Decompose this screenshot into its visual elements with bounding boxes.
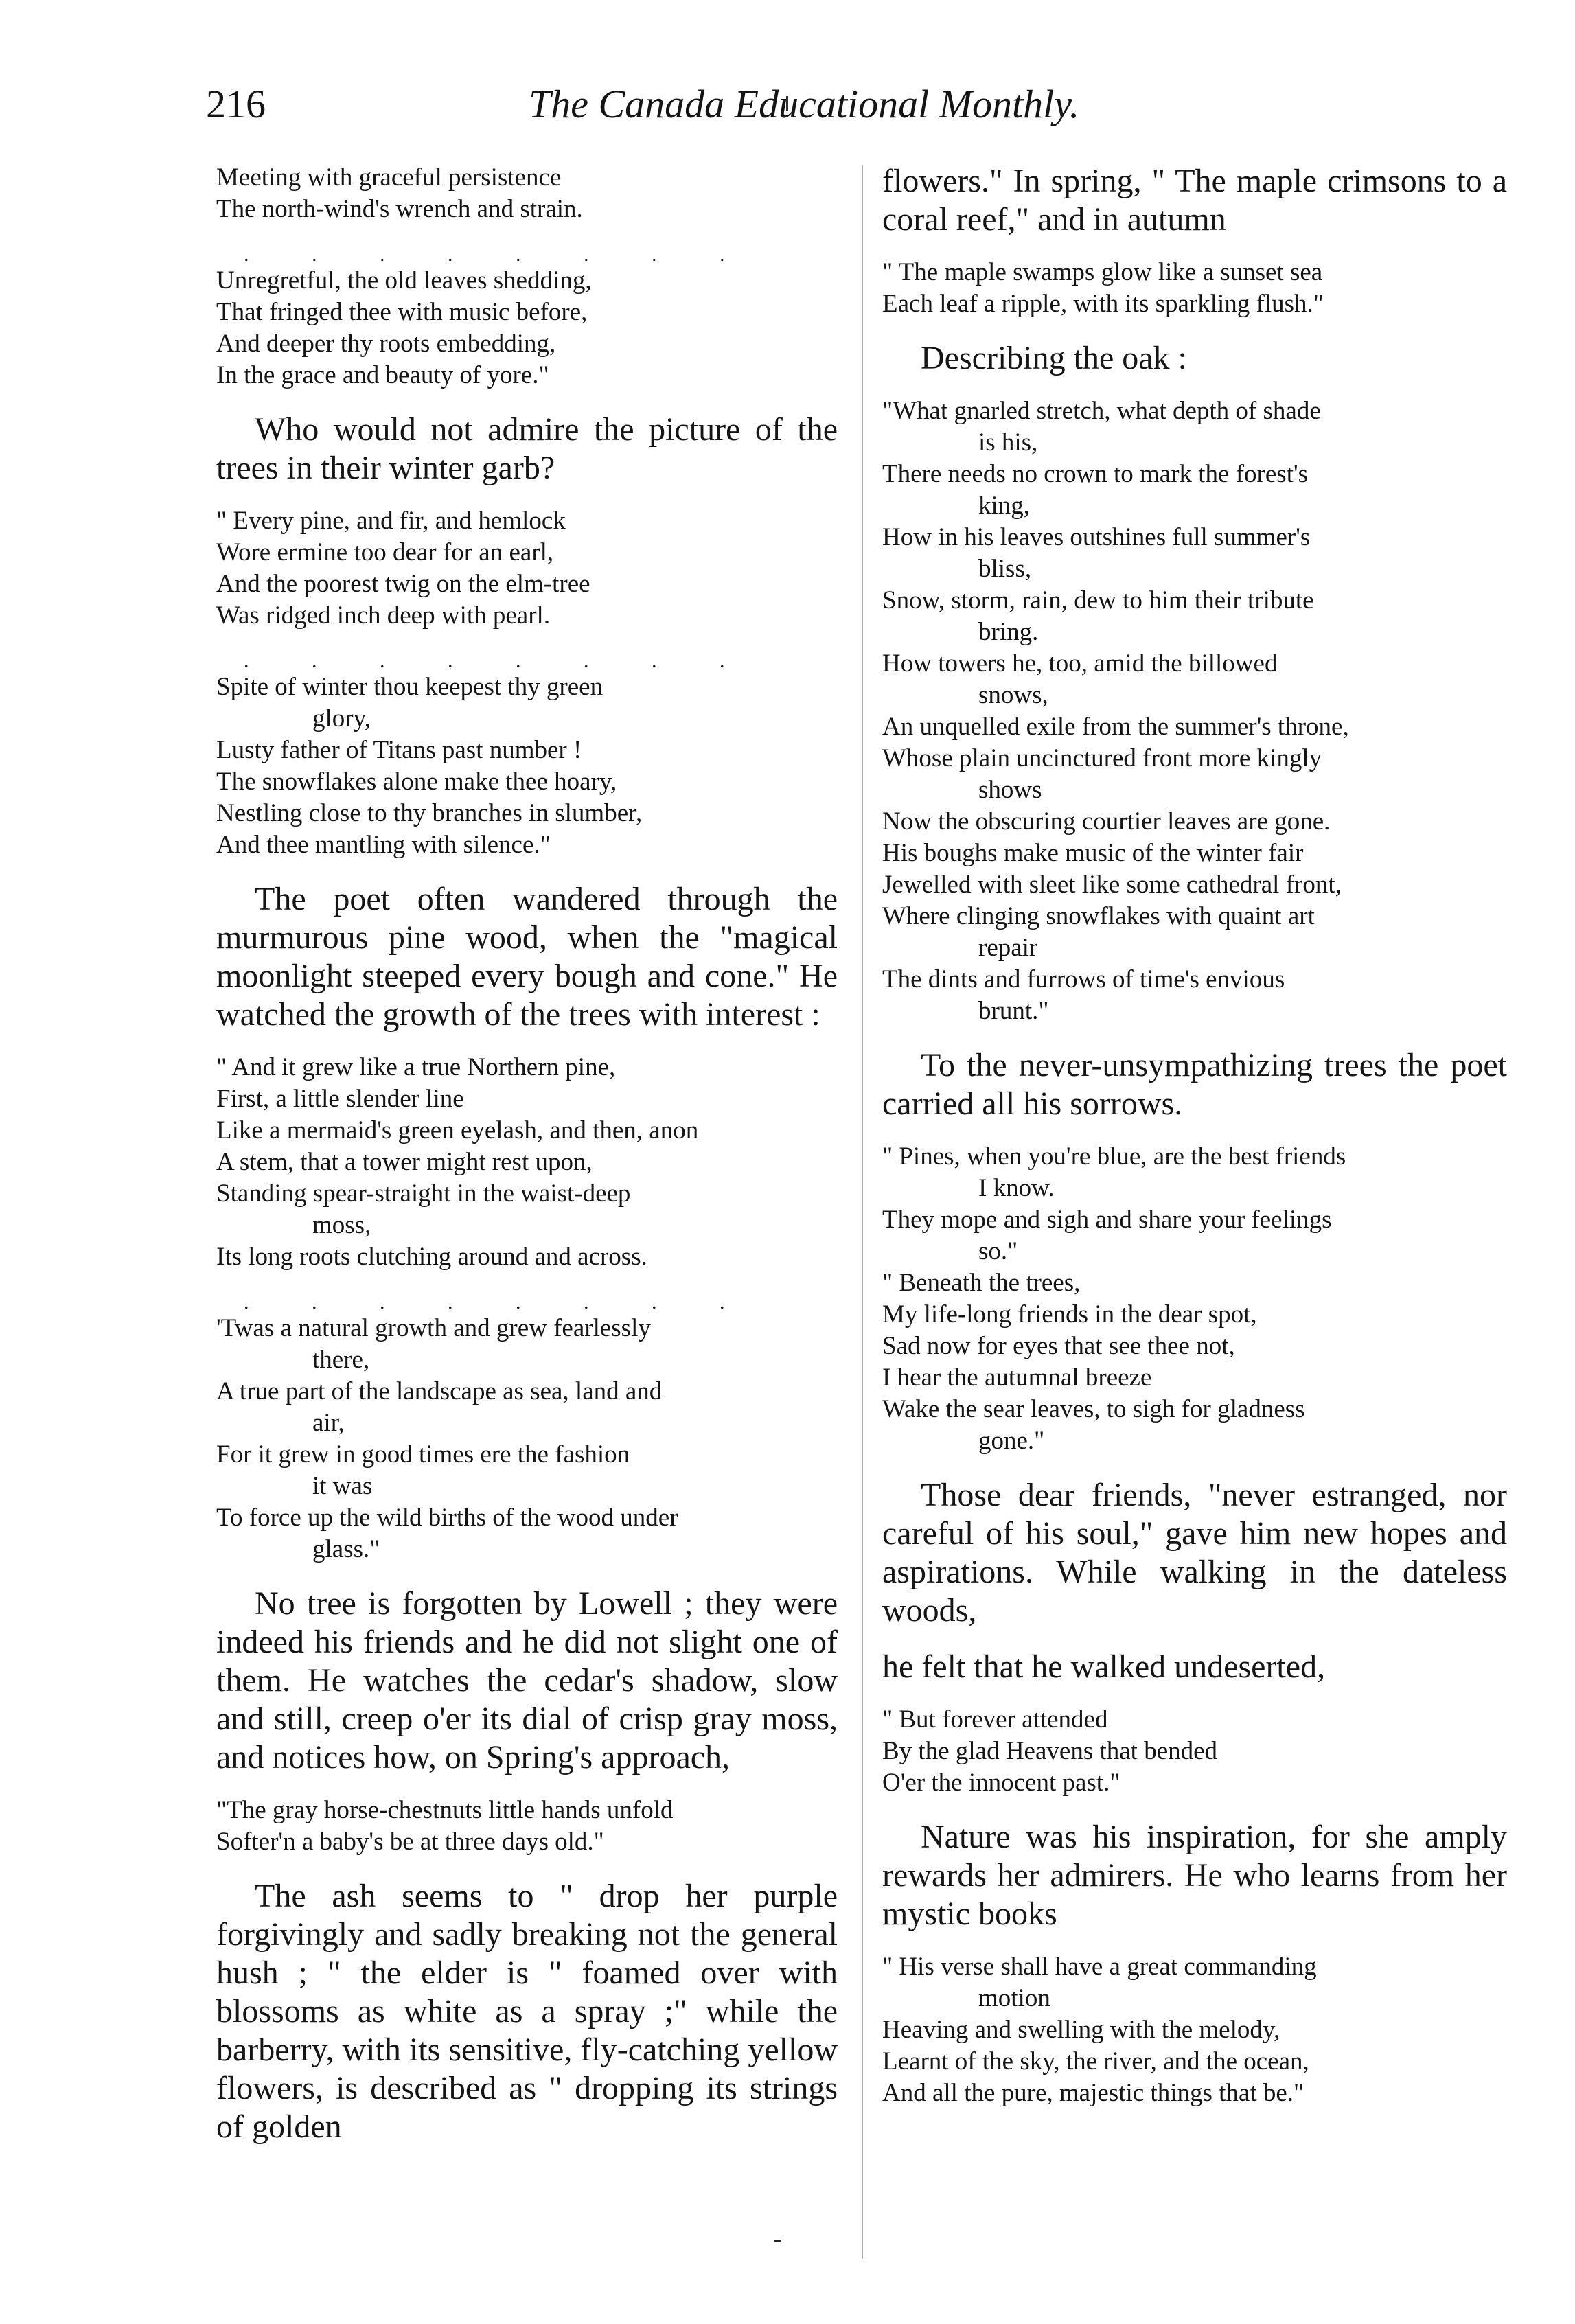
verse-line: it was bbox=[312, 1472, 373, 1500]
verse-line: brunt." bbox=[978, 997, 1049, 1025]
running-title: The Canada Educational Monthly. bbox=[529, 82, 1080, 126]
verse-line: Softer'n a baby's be at three days old." bbox=[216, 1828, 604, 1856]
column-divider bbox=[862, 165, 863, 2259]
verse-line: moss, bbox=[312, 1211, 371, 1239]
verse-line: Snow, storm, rain, dew to him their tribute bbox=[882, 586, 1314, 614]
verse-line: is his, bbox=[978, 428, 1038, 457]
verse-line: Sad now for eyes that see thee not, bbox=[882, 1332, 1235, 1360]
verse-quotation bbox=[216, 1795, 838, 1858]
verse-line: And thee mantling with silence." bbox=[216, 831, 551, 859]
verse-line: glass." bbox=[312, 1535, 380, 1563]
verse-line: Whose plain uncinctured front more kingly bbox=[882, 744, 1322, 772]
verse-line: That fringed thee with music before, bbox=[216, 298, 588, 326]
verse-line: Learnt of the sky, the river, and the ocean, bbox=[882, 2047, 1309, 2075]
verse-line: To force up the wild births of the wood under bbox=[216, 1504, 678, 1532]
left-column bbox=[216, 162, 838, 2164]
verse-quotation bbox=[216, 244, 838, 391]
verse-line: "The gray horse-chestnuts little hands unfold bbox=[216, 1796, 674, 1824]
verse-line: How towers he, too, amid the billowed bbox=[882, 649, 1278, 678]
verse-line: motion bbox=[978, 1984, 1050, 2012]
right-column bbox=[882, 162, 1507, 2128]
footer-mark bbox=[774, 2240, 781, 2242]
verse-line: I hear the autumnal breeze bbox=[882, 1364, 1152, 1392]
verse-line: How in his leaves outshines full summer's bbox=[882, 523, 1311, 551]
verse-quotation bbox=[882, 395, 1507, 1027]
prose-paragraph: The ash seems to " drop her purple forgivingly and sadly breaking not the general hush ; " the elder is " foamed over with blossoms as white as a spray ;" while the barberry, with its sensitive, fly-catching yellow flowers, is described as " dropping its strings of golden bbox=[216, 1878, 838, 2145]
verse-line: Its long roots clutching around and across. bbox=[216, 1243, 647, 1271]
verse-line: "What gnarled stretch, what depth of shade bbox=[882, 397, 1321, 425]
verse-line: Like a mermaid's green eyelash, and then, anon bbox=[216, 1116, 699, 1144]
verse-line: By the glad Heavens that bended bbox=[882, 1737, 1218, 1765]
verse-line: Standing spear-straight in the waist-deep bbox=[216, 1180, 631, 1208]
verse-line: Meeting with graceful persistence bbox=[216, 163, 562, 192]
prose-paragraph: Those dear friends, "never estranged, nor careful of his soul," gave him new hopes and aspirations. While walking in the dateless woods, bbox=[882, 1477, 1507, 1629]
verse-line: A stem, that a tower might rest upon, bbox=[216, 1148, 593, 1176]
verse-line: " But forever attended bbox=[882, 1705, 1108, 1734]
verse-line: Wake the sear leaves, to sigh for gladness bbox=[882, 1395, 1305, 1423]
verse-line: Spite of winter thou keepest thy green bbox=[216, 673, 603, 701]
ellipsis-dots: . . . . . . . . bbox=[244, 243, 754, 266]
verse-line: There needs no crown to mark the forest's bbox=[882, 460, 1309, 488]
verse-line: gone." bbox=[978, 1427, 1045, 1455]
verse-line: " His verse shall have a great commanding bbox=[882, 1953, 1317, 1981]
verse-line: The snowflakes alone make thee hoary, bbox=[216, 768, 617, 796]
prose-paragraph: Nature was his inspiration, for she amply rewards her admirers. He who learns from her mystic books bbox=[882, 1819, 1507, 1932]
verse-line: " Beneath the trees, bbox=[882, 1269, 1081, 1297]
verse-quotation bbox=[882, 1141, 1507, 1457]
verse-line: They mope and sigh and share your feelings bbox=[882, 1206, 1332, 1234]
verse-line: First, a little slender line bbox=[216, 1085, 464, 1113]
verse-line: Nestling close to thy branches in slumber, bbox=[216, 799, 643, 827]
verse-line: glory, bbox=[312, 704, 371, 733]
verse-quotation bbox=[216, 505, 838, 632]
ellipsis-dots: . . . . . . . . bbox=[244, 1291, 754, 1313]
verse-line: O'er the innocent past." bbox=[882, 1769, 1120, 1797]
verse-line: snows, bbox=[978, 681, 1048, 709]
verse-line: Was ridged inch deep with pearl. bbox=[216, 601, 551, 630]
verse-line: Each leaf a ripple, with its sparkling flush." bbox=[882, 290, 1324, 318]
verse-line: Where clinging snowflakes with quaint art bbox=[882, 902, 1315, 930]
verse-line: The north-wind's wrench and strain. bbox=[216, 195, 583, 223]
prose-paragraph: The poet often wandered through the murmurous pine wood, when the "magical moonlight steeped every bough and cone." He watched the growth of the trees with interest : bbox=[216, 881, 838, 1033]
verse-line: An unquelled exile from the summer's throne, bbox=[882, 713, 1349, 741]
verse-line: And the poorest twig on the elm-tree bbox=[216, 570, 590, 598]
verse-line: Unregretful, the old leaves shedding, bbox=[216, 266, 592, 295]
verse-line: king, bbox=[978, 492, 1031, 520]
verse-line: so." bbox=[978, 1237, 1018, 1265]
verse-line: bring. bbox=[978, 618, 1039, 646]
verse-quotation bbox=[882, 1951, 1507, 2109]
prose-paragraph: Describing the oak : bbox=[921, 340, 1187, 376]
verse-line: Now the obscuring courtier leaves are gone. bbox=[882, 807, 1331, 836]
verse-line: Lusty father of Titans past number ! bbox=[216, 736, 582, 764]
verse-line: bliss, bbox=[978, 555, 1032, 583]
prose-paragraph: Who would not admire the picture of the trees in their winter garb? bbox=[216, 411, 838, 486]
verse-line: My life-long friends in the dear spot, bbox=[882, 1300, 1257, 1328]
verse-quotation bbox=[216, 651, 838, 861]
verse-quotation bbox=[882, 257, 1507, 320]
page-header bbox=[206, 81, 1181, 143]
verse-line: Jewelled with sleet like some cathedral front, bbox=[882, 871, 1342, 899]
verse-quotation bbox=[216, 1052, 838, 1273]
verse-line: In the grace and beauty of yore." bbox=[216, 361, 549, 389]
verse-line: The dints and furrows of time's envious bbox=[882, 965, 1285, 993]
verse-line: I know. bbox=[978, 1174, 1055, 1202]
verse-line: 'Twas a natural growth and grew fearlessly bbox=[216, 1314, 651, 1342]
prose-paragraph: flowers." In spring, " The maple crimsons to a coral reef," and in autumn bbox=[882, 163, 1507, 238]
verse-line: " Pines, when you're blue, are the best friends bbox=[882, 1142, 1346, 1171]
prose-paragraph: To the never-unsympathizing trees the poet carried all his sorrows. bbox=[882, 1047, 1507, 1122]
verse-quotation bbox=[216, 162, 838, 225]
verse-line: Heaving and swelling with the melody, bbox=[882, 2016, 1280, 2044]
prose-paragraph: No tree is forgotten by Lowell ; they were indeed his friends and he did not slight one of them. He watches the cedar's shadow, slow and still, creep o'er its dial of crisp gray moss, and notices how, on Spring's approach, bbox=[216, 1585, 838, 1775]
verse-line: His boughs make music of the winter fair bbox=[882, 839, 1304, 867]
verse-quotation bbox=[216, 1292, 838, 1565]
verse-line: " The maple swamps glow like a sunset sea bbox=[882, 258, 1323, 286]
page-number: 216 bbox=[206, 82, 266, 126]
ellipsis-dots: . . . . . . . . bbox=[244, 649, 754, 672]
verse-line: repair bbox=[978, 934, 1038, 962]
verse-line: shows bbox=[978, 776, 1042, 804]
verse-line: A true part of the landscape as sea, land and bbox=[216, 1377, 663, 1405]
verse-line: " And it grew like a true Northern pine, bbox=[216, 1053, 616, 1081]
verse-line: there, bbox=[312, 1346, 370, 1374]
prose-paragraph: he felt that he walked undeserted, bbox=[882, 1648, 1326, 1685]
verse-line: And deeper thy roots embedding, bbox=[216, 330, 556, 358]
verse-line: For it grew in good times ere the fashion bbox=[216, 1440, 630, 1469]
verse-line: " Every pine, and fir, and hemlock bbox=[216, 507, 566, 535]
verse-line: And all the pure, majestic things that be." bbox=[882, 2079, 1304, 2107]
verse-line: air, bbox=[312, 1409, 345, 1437]
verse-line: Wore ermine too dear for an earl, bbox=[216, 538, 554, 566]
verse-quotation bbox=[882, 1704, 1507, 1799]
